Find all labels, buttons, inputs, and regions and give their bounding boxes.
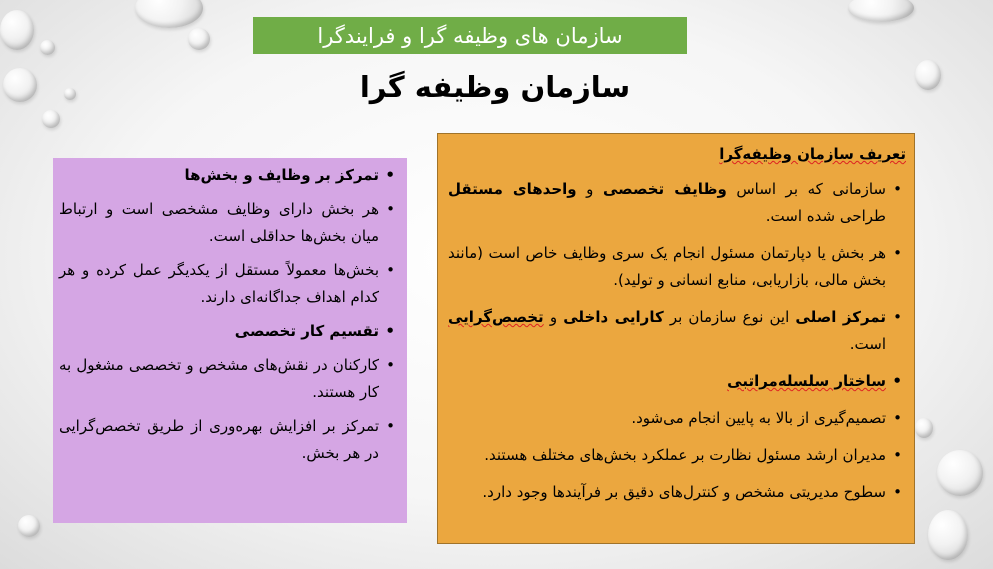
water-drop-decoration	[937, 450, 983, 496]
water-drop-decoration	[135, 0, 203, 28]
item-bold-text: واحدهای مستقل	[448, 180, 577, 198]
header-banner	[253, 17, 687, 54]
water-drop-decoration	[915, 60, 941, 90]
definition-heading-text: تعریف سازمان وظیفه‌گرا	[719, 145, 906, 163]
right-panel	[437, 133, 915, 544]
list-item: • مدیران ارشد مسئول نظارت بر عملکرد بخش‌های مختلف هستند.	[448, 442, 906, 469]
item-text: این نوع سازمان بر	[663, 308, 796, 326]
water-drop-decoration	[40, 40, 55, 55]
water-drop-decoration	[915, 418, 933, 438]
item-bold-text: تمرکز اصلی	[795, 308, 886, 326]
list-item	[448, 176, 906, 230]
water-drop-decoration	[848, 0, 914, 22]
left-bullet-list	[59, 162, 399, 467]
water-drop-decoration	[188, 28, 210, 50]
water-drop-decoration	[64, 88, 76, 100]
header-label: سازمان های وظیفه گرا و فرایندگرا	[317, 23, 623, 48]
list-item: • تصمیم‌گیری از بالا به پایین انجام می‌شود.	[448, 405, 906, 432]
item-bold-text: کارایی داخلی	[563, 308, 664, 326]
water-drop-decoration	[18, 515, 40, 537]
item-text: و	[543, 308, 564, 326]
list-item: • تقسیم کار تخصصی	[59, 318, 399, 345]
item-text: است.	[849, 335, 886, 353]
left-panel	[53, 158, 407, 523]
definition-heading	[448, 140, 906, 168]
water-drop-decoration	[42, 110, 60, 128]
item-text: و	[576, 180, 603, 198]
water-drop-decoration	[0, 10, 34, 50]
item-text: طراحی شده است.	[765, 207, 886, 225]
item-bold-text: تخصص‌گرایی	[448, 308, 544, 326]
water-drop-decoration	[928, 510, 968, 560]
item-bold-text: وظایف تخصصی	[603, 180, 727, 198]
list-item: • هر بخش دارای وظایف مشخصی است و ارتباط میان بخش‌ها حداقلی است.	[59, 196, 399, 250]
item-text: سازمانی که بر اساس	[726, 180, 886, 198]
slide-title: سازمان وظیفه گرا	[359, 70, 631, 104]
list-item	[448, 368, 906, 395]
list-item: • سطوح مدیریتی مشخص و کنترل‌های دقیق بر فرآیندها وجود دارد.	[448, 479, 906, 506]
right-bullet-list	[448, 176, 906, 506]
water-drop-decoration	[3, 68, 37, 102]
list-item: • تمرکز بر وظایف و بخش‌ها	[59, 162, 399, 189]
list-item	[448, 304, 906, 358]
list-item: • هر بخش یا دپارتمان مسئول انجام یک سری وظایف خاص است (مانند بخش مالی، بازاریابی، منابع انسانی و تولید).	[448, 240, 906, 294]
list-item: • بخش‌ها معمولاً مستقل از یکدیگر عمل کرده و هر کدام اهداف جداگانه‌ای دارند.	[59, 257, 399, 311]
list-item: • تمرکز بر افزایش بهره‌وری از طریق تخصص‌گرایی در هر بخش.	[59, 413, 399, 467]
item-bold-text: ساختار سلسله‌مراتبی	[727, 372, 886, 390]
list-item: • کارکنان در نقش‌های مشخص و تخصصی مشغول به کار هستند.	[59, 352, 399, 406]
